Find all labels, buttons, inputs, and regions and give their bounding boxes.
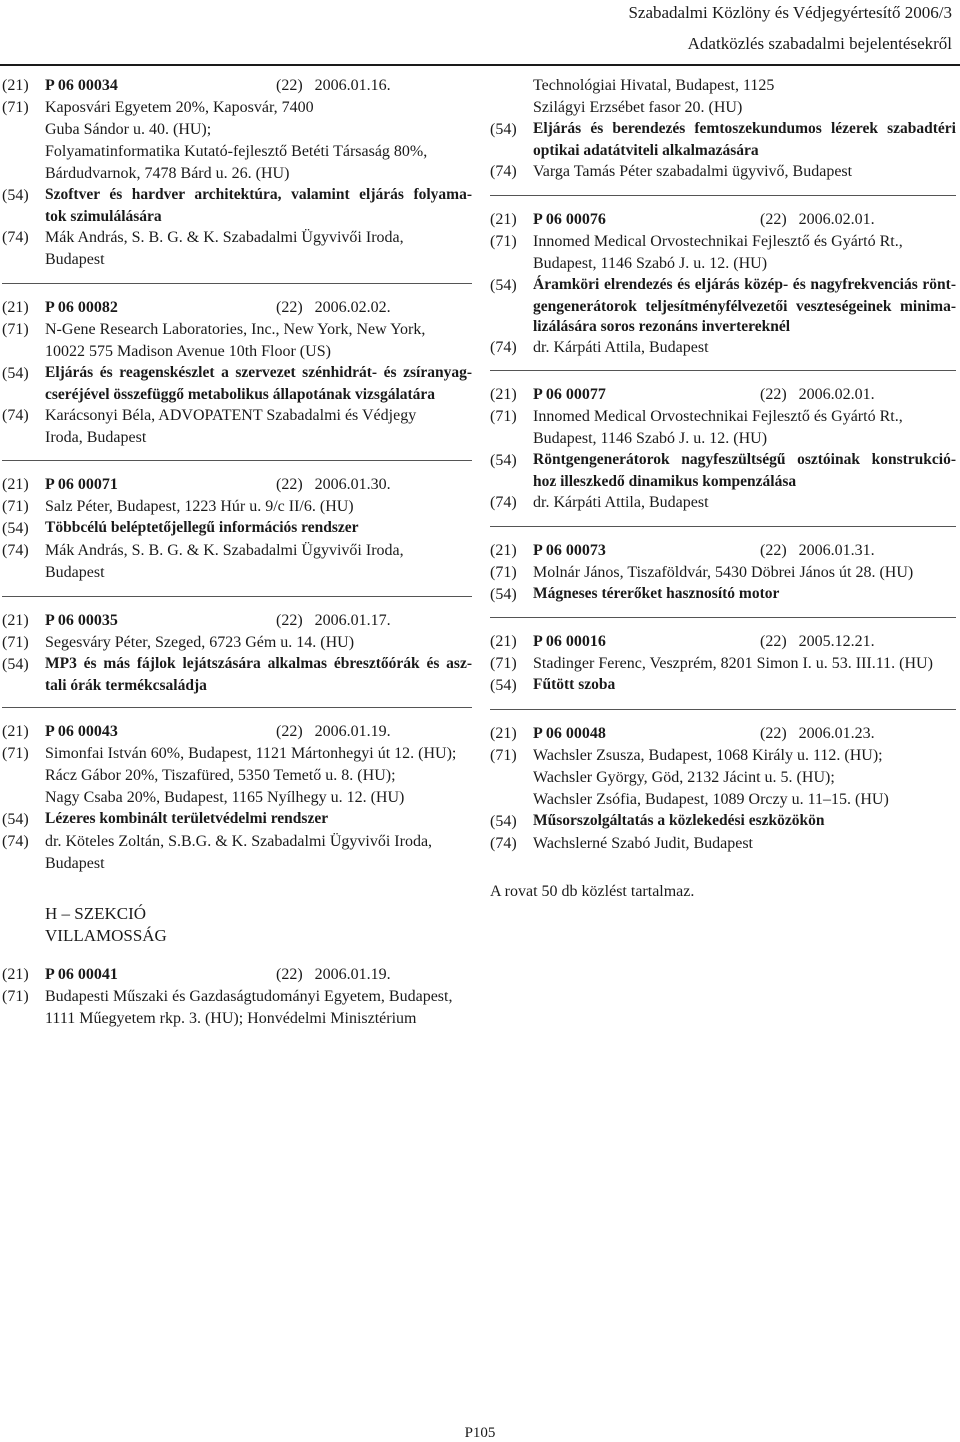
inid-code-applicant: (71) [490, 563, 517, 581]
inid-code-title [490, 142, 533, 161]
filing-date-group [276, 611, 472, 632]
entry-title-line [490, 120, 956, 141]
inid-code-applicant: (71) [490, 408, 517, 425]
inid-code-number: (21) [2, 476, 29, 493]
entry-title: Eljárás és berendezés femtoszekundumos lézerek szabadtéri [533, 120, 956, 137]
inid-code-title: (54) [2, 364, 29, 382]
entry-agent-line [490, 338, 956, 359]
inid-code-applicant [2, 766, 45, 787]
filing-date: 2006.02.01. [798, 210, 875, 228]
left-column [2, 76, 472, 1041]
inid-code-applicant: (71) [490, 655, 517, 672]
inid-code-title: (54) [490, 276, 517, 294]
entry-applicant-line [2, 1009, 472, 1030]
inid-code-date: (22) [276, 965, 303, 983]
filing-date-group [760, 724, 956, 745]
inid-code-applicant: (71) [2, 498, 29, 515]
entry-separator [2, 460, 472, 461]
inid-code-date: (22) [760, 541, 787, 559]
entry-agent: Wachslerné Szabó Judit, Budapest [533, 834, 753, 852]
filing-date-group [760, 385, 956, 406]
filing-date-group [276, 965, 472, 986]
entry-id-line [45, 611, 472, 632]
entry-agent: Varga Tamás Péter szabadalmi ügyvivő, Budapest [533, 163, 853, 180]
application-number: P 06 00016 [533, 633, 606, 650]
entry-id-line [533, 385, 956, 406]
inid-code-agent [2, 854, 45, 875]
application-number: P 06 00071 [45, 476, 118, 493]
entry-header [2, 965, 472, 986]
inid-code-title: (54) [2, 187, 29, 204]
inid-code-title: (54) [490, 812, 517, 830]
entry-title-line [490, 276, 956, 297]
entry-header [490, 385, 956, 406]
filing-date: 2006.01.17. [314, 611, 391, 629]
entry-applicant: Stadinger Ferenc, Veszprém, 8201 Simon I. u. 53. III.11. (HU) [533, 655, 933, 672]
entry-header [2, 611, 472, 632]
inid-code-applicant [2, 788, 45, 809]
inid-code-agent: (74) [490, 494, 517, 511]
entry-applicant: Kaposvári Egyetem 20%, Kaposvár, 7400 [45, 99, 314, 116]
entry-applicant: Segesváry Péter, Szeged, 6723 Gém u. 14. (HU) [45, 633, 355, 651]
inid-code-date: (22) [276, 77, 303, 94]
entry-applicant: Budapesti Műszaki és Gazdaságtudományi Egyetem, Budapest, [45, 987, 453, 1005]
inid-code-agent [2, 250, 45, 271]
inid-code-number: (21) [490, 386, 517, 403]
entry-applicant-line [2, 633, 472, 654]
inid-code-agent: (74) [2, 833, 29, 850]
page-number: P105 [464, 1425, 496, 1441]
application-number: P 06 00082 [45, 298, 118, 316]
count-note: A rovat 50 db közlést tartalmaz. [490, 883, 695, 900]
entry-header [2, 76, 472, 97]
inid-code-number: (21) [2, 965, 29, 983]
entry-applicant: Wachsler György, Göd, 2132 Jácint u. 5. (HU); [533, 768, 835, 786]
entry-agent: Mák András, S. B. G. & K. Szabadalmi Ügyvivői Iroda, [45, 229, 404, 246]
entry-title-line [490, 142, 956, 161]
entry-applicant: Rácz Gábor 20%, Tiszafüred, 5350 Temető u. 8. (HU); [45, 767, 396, 784]
inid-code-applicant [2, 142, 45, 163]
right-column [490, 76, 956, 902]
inid-code-date: (22) [760, 633, 787, 650]
inid-code-date: (22) [760, 724, 787, 742]
entry-id-line [45, 298, 472, 319]
entry-agent: Karácsonyi Béla, ADVOPATENT Szabadalmi és Védjegy [45, 406, 417, 424]
entry-applicant-line [490, 768, 956, 789]
inid-code-title: (54) [490, 677, 517, 694]
inid-code-applicant: (71) [2, 987, 29, 1005]
inid-code-title [490, 298, 533, 317]
entry-separator [2, 707, 472, 708]
entry-title-line [490, 298, 956, 317]
entry-title-line [2, 186, 472, 207]
section-subtitle: Adatközlés szabadalmi bejelentésekről [687, 34, 952, 53]
inid-code-title [2, 677, 45, 696]
entry-applicant: Budapest, 1146 Szabó J. u. 12. (HU) [533, 430, 768, 447]
inid-code-agent: (74) [2, 229, 29, 246]
entry-applicant: 10022 575 Madison Avenue 10th Floor (US) [45, 342, 331, 360]
entry-applicant: Molnár János, Tiszaföldvár, 5430 Döbrei János út 28. (HU) [533, 563, 914, 581]
inid-code-title: (54) [2, 520, 29, 537]
entry-agent-line [2, 250, 472, 271]
inid-code-title [490, 473, 533, 492]
entry-title-line [2, 208, 472, 227]
inid-code-applicant [2, 1009, 45, 1030]
entry-title: Áramköri elrendezés és eljárás közép- és nagyfrekvenciás rönt- [533, 275, 956, 293]
entry-applicant-line [2, 987, 472, 1008]
entry-agent: dr. Kárpáti Attila, Budapest [533, 338, 709, 356]
inid-code-applicant [490, 254, 533, 275]
entry-applicant: Wachsler Zsófia, Budapest, 1089 Orczy u. 11–15. (HU) [533, 790, 889, 808]
inid-code-applicant: (71) [2, 745, 29, 762]
entry-applicant-line [490, 654, 956, 675]
inid-code-agent: (74) [2, 406, 29, 424]
application-number: P 06 00034 [45, 77, 118, 94]
entry-title: gengenerátorok teljesítményfélvezetői veszteségeinek minima- [533, 297, 956, 315]
entry-title-line [2, 655, 472, 676]
entry-applicant-line [2, 744, 472, 765]
inid-code-agent: (74) [2, 542, 29, 559]
filing-date: 2006.01.19. [314, 723, 391, 740]
entry-applicant-line [490, 790, 956, 811]
entry-header [490, 632, 956, 653]
section-name: VILLAMOSSÁG [45, 925, 167, 945]
inid-code-number: (21) [2, 611, 29, 629]
header-rule [0, 64, 960, 66]
application-number: P 06 00035 [45, 611, 118, 629]
inid-code-agent [2, 563, 45, 584]
entry-agent-line [2, 428, 472, 449]
entry-applicant-line [2, 142, 472, 163]
entry-separator [490, 526, 956, 527]
patent-entry [490, 385, 956, 514]
entry-applicant-continued: Technológiai Hivatal, Budapest, 1125 [533, 77, 775, 94]
entry-header [2, 298, 472, 319]
entry-header [490, 541, 956, 562]
entry-applicant: Innomed Medical Orvostechnikai Fejlesztő és Gyártó Rt., [533, 408, 903, 425]
inid-code-date: (22) [276, 723, 303, 740]
inid-code-title: (54) [2, 811, 29, 828]
entry-agent-line [490, 162, 956, 183]
filing-date-group [760, 210, 956, 231]
filing-date-group [276, 722, 472, 743]
entry-agent-line [2, 541, 472, 562]
entry-applicant-continued: Szilágyi Erzsébet fasor 20. (HU) [533, 99, 743, 116]
inid-code-agent: (74) [490, 834, 517, 852]
section-letter: H – SZEKCIÓ [45, 903, 147, 923]
entry-title: hoz illeszkedő dinamikus kompenzálása [533, 473, 797, 490]
inid-code-applicant [490, 790, 533, 811]
entry-title: Műsorszolgáltatás a közlekedési eszközökön [533, 811, 825, 829]
patent-entry [490, 724, 956, 855]
filing-date: 2005.12.21. [798, 633, 875, 650]
filing-date-group [760, 541, 956, 562]
inid-code-applicant [490, 429, 533, 450]
application-number: P 06 00041 [45, 965, 118, 983]
inid-code-title [2, 208, 45, 227]
inid-code-date: (22) [276, 476, 303, 493]
entry-agent-line [490, 834, 956, 855]
entry-id-line [533, 724, 956, 745]
entry-applicant-line [2, 320, 472, 341]
application-number: P 06 00073 [533, 541, 606, 559]
inid-code-applicant [2, 120, 45, 141]
inid-code-number: (21) [490, 541, 517, 559]
entry-title-line [490, 473, 956, 492]
entry-applicant: Nagy Csaba 20%, Budapest, 1165 Nyílhegy u. 12. (HU) [45, 789, 405, 806]
application-number: P 06 00048 [533, 724, 606, 742]
filing-date: 2006.02.01. [798, 386, 875, 403]
inid-code-agent: (74) [490, 163, 517, 180]
entry-title-line [490, 451, 956, 472]
entry-id-line [45, 965, 472, 986]
entry-title: Lézeres kombinált területvédelmi rendszer [45, 810, 329, 827]
filing-date: 2006.01.23. [798, 724, 875, 742]
entry-applicant: N-Gene Research Laboratories, Inc., New York, New York, [45, 320, 426, 338]
inid-code-title: (54) [490, 121, 517, 138]
inid-code-title [2, 386, 45, 405]
entry-applicant-line [2, 766, 472, 787]
section-heading [2, 903, 472, 947]
entry-header [490, 210, 956, 231]
entry-applicant-line [490, 429, 956, 450]
filing-date: 2006.01.16. [314, 77, 391, 94]
patent-entry [490, 632, 956, 697]
entry-id-line [533, 541, 956, 562]
entry-applicant-line [2, 120, 472, 141]
inid-code-applicant [2, 342, 45, 363]
entry-separator [490, 195, 956, 196]
patent-entry [2, 298, 472, 449]
patent-entry [2, 76, 472, 271]
inid-code-agent: (74) [490, 338, 517, 356]
entry-agent: Mák András, S. B. G. & K. Szabadalmi Ügyvivői Iroda, [45, 542, 404, 559]
inid-code-title: (54) [2, 655, 29, 673]
entry-agent: Iroda, Budapest [45, 428, 147, 446]
entry-separator [2, 596, 472, 597]
entry-title: Szoftver és hardver architektúra, valamint eljárás folyama- [45, 186, 472, 203]
patent-entry [490, 210, 956, 359]
entry-title: Fűtött szoba [533, 676, 616, 693]
entry-title-line [490, 585, 956, 606]
patent-entry-continued [490, 76, 956, 183]
entry-applicant: Bárdudvarnok, 7478 Bárd u. 26. (HU) [45, 165, 290, 182]
filing-date-group [276, 475, 472, 496]
entry-applicant-line [2, 98, 472, 119]
entry-title-line [2, 519, 472, 540]
filing-date: 2006.02.02. [314, 298, 391, 316]
inid-code-title: (54) [490, 585, 517, 603]
entry-title-line [490, 676, 956, 697]
entry-agent-line [2, 832, 472, 853]
entry-agent: Budapest [45, 564, 105, 581]
application-number: P 06 00043 [45, 723, 118, 740]
inid-code-title: (54) [490, 452, 517, 469]
entry-applicant-line [490, 232, 956, 253]
entry-title-line [2, 386, 472, 405]
entry-applicant-line [2, 164, 472, 185]
inid-code-title [490, 318, 533, 337]
entry-id-line [45, 76, 472, 97]
inid-code-number: (21) [2, 77, 29, 94]
entry-title-line [2, 810, 472, 831]
patent-entry [490, 541, 956, 606]
inid-code-applicant: (71) [2, 99, 29, 116]
entry-title-line [490, 318, 956, 337]
entry-applicant-line [2, 497, 472, 518]
entry-title: Röntgengenerátorok nagyfeszültségű osztóinak konstrukció- [533, 451, 956, 468]
entry-id-line [533, 210, 956, 231]
patent-entry [2, 722, 472, 875]
entry-applicant: 1111 Műegyetem rkp. 3. (HU); Honvédelmi Minisztérium [45, 1009, 417, 1027]
inid-code-applicant [490, 768, 533, 789]
entry-header [490, 724, 956, 745]
filing-date-group [276, 76, 472, 97]
inid-code-number: (21) [2, 298, 29, 316]
inid-code-number: (21) [490, 633, 517, 650]
entry-header [2, 475, 472, 496]
entry-applicant-line [490, 407, 956, 428]
entry-title: tali órák termékcsaládja [45, 676, 207, 694]
application-number: P 06 00077 [533, 386, 606, 403]
entry-title-line [2, 364, 472, 385]
patent-entry [2, 475, 472, 584]
entry-id-line [45, 475, 472, 496]
entry-applicant: Guba Sándor u. 40. (HU); [45, 121, 212, 138]
inid-code-applicant: (71) [490, 232, 517, 250]
inid-code-applicant: (71) [2, 633, 29, 651]
entry-title: Mágneses térerőket hasznosító motor [533, 584, 780, 602]
entry-title: Eljárás és reagenskészlet a szervezet szénhidrát- és zsíranyag- [45, 363, 472, 381]
entry-separator [490, 617, 956, 618]
application-number: P 06 00076 [533, 210, 606, 228]
entry-title-line [2, 677, 472, 696]
inid-code-number: (21) [490, 210, 517, 228]
entry-agent: Budapest [45, 251, 105, 268]
inid-code-applicant [2, 164, 45, 185]
entry-title: cseréjével összefüggő metabolikus állapotának vizsgálatára [45, 385, 436, 403]
entry-id-line [45, 722, 472, 743]
entry-agent-line [490, 493, 956, 514]
entry-agent-line [2, 228, 472, 249]
inid-code-applicant: (71) [490, 746, 517, 764]
entry-applicant-line [490, 563, 956, 584]
filing-date-group [276, 298, 472, 319]
entry-applicant: Folyamatinformatika Kutató-fejlesztő Betéti Társaság 80%, [45, 143, 428, 160]
entry-agent: dr. Köteles Zoltán, S.B.G. & K. Szabadalmi Ügyvivői Iroda, [45, 833, 433, 850]
entry-agent-line [2, 406, 472, 427]
entry-title: lizálására soros rezonáns invertereknél [533, 317, 791, 335]
entry-title: Többcélú beléptetőjellegű információs rendszer [45, 519, 359, 536]
filing-date: 2006.01.30. [314, 476, 391, 493]
patent-entry [2, 965, 472, 1030]
entry-applicant-line [2, 342, 472, 363]
entry-applicant-line [2, 788, 472, 809]
entry-applicant-line [490, 254, 956, 275]
entry-applicant: Wachsler Zsusza, Budapest, 1068 Király u. 112. (HU); [533, 746, 883, 764]
inid-code-number: (21) [2, 723, 29, 740]
entry-title: optikai adatátviteli alkalmazására [533, 142, 759, 159]
entry-title: tok szimulálására [45, 208, 162, 225]
inid-code-date: (22) [760, 210, 787, 228]
entry-applicant-line [490, 746, 956, 767]
entry-applicant: Simonfai István 60%, Budapest, 1121 Mártonhegyi út 12. (HU); [45, 745, 457, 762]
patent-entry [2, 611, 472, 696]
entry-applicant: Salz Péter, Budapest, 1223 Húr u. 9/c II/6. (HU) [45, 498, 354, 515]
entry-applicant: Innomed Medical Orvostechnikai Fejlesztő és Gyártó Rt., [533, 232, 903, 250]
entry-agent: Budapest [45, 855, 105, 872]
entry-separator [490, 709, 956, 710]
inid-code-applicant: (71) [2, 320, 29, 338]
journal-title: Szabadalmi Közlöny és Védjegyértesítő 2006/3 [628, 3, 952, 22]
entry-header [2, 722, 472, 743]
inid-code-date: (22) [276, 298, 303, 316]
inid-code-date: (22) [276, 611, 303, 629]
entry-agent: dr. Kárpáti Attila, Budapest [533, 494, 709, 511]
entry-agent-line [2, 854, 472, 875]
entry-applicant: Budapest, 1146 Szabó J. u. 12. (HU) [533, 254, 768, 272]
entry-agent-line [2, 563, 472, 584]
inid-code-number: (21) [490, 724, 517, 742]
inid-code-date: (22) [760, 386, 787, 403]
filing-date-group [760, 632, 956, 653]
entry-separator [490, 370, 956, 371]
entry-title-line [490, 812, 956, 833]
filing-date: 2006.01.19. [314, 965, 391, 983]
entry-id-line [533, 632, 956, 653]
entry-title: MP3 és más fájlok lejátszására alkalmas ébresztőórák és asz- [45, 654, 472, 672]
entry-separator [2, 283, 472, 284]
inid-code-agent [2, 428, 45, 449]
filing-date: 2006.01.31. [798, 541, 875, 559]
